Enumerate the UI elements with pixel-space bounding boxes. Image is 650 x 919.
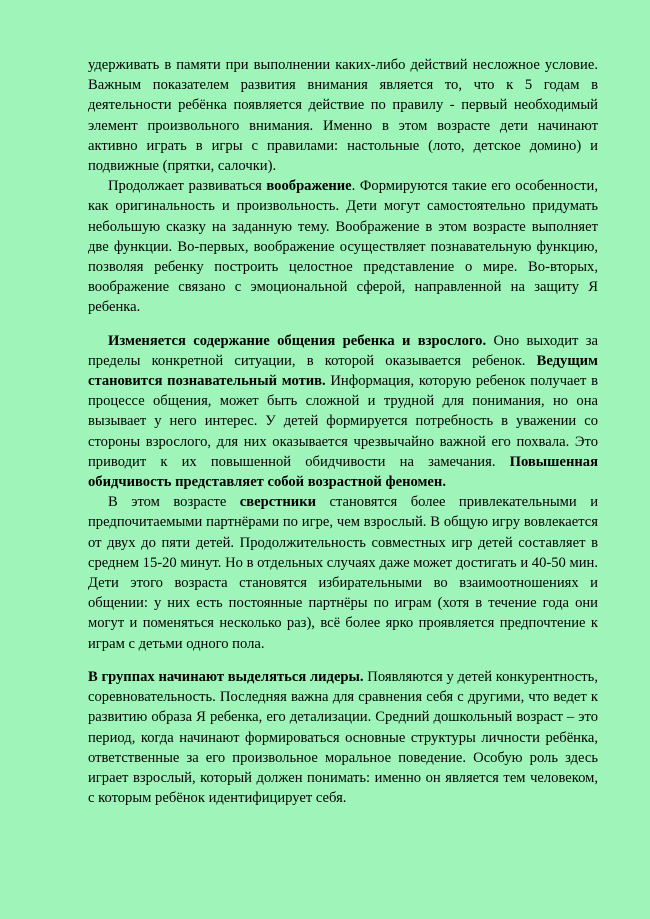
emphasis-text: В группах начинают выделяться лидеры.: [88, 668, 364, 685]
emphasis-text: воображение: [266, 178, 352, 195]
body-text: Информация, которую ребенок получает в процессе общения, может быть сложной и трудной для понимания, но она вызывает у него интерес. У детей формируется потребность в уважении со стороны взрослого, для них оказывается чрезвычайно важной его похвала. Это приводит к их повышенной обидчивости на замечания.: [88, 373, 598, 470]
emphasis-text: Изменяется содержание общения ребенка и взрослого.: [108, 332, 487, 349]
body-text: становятся более привлекательными и предпочитаемыми партнёрами по игре, чем взрослый. В общую игру вовлекается от двух до пяти детей. Продолжительность совместных игр детей составляет в среднем 15-20 минут. Но в отдельных случаях даже может достигать и 40-50 мин. Дети этого возраста становятся избирательными во взаимоотношениях и общении: у них есть постоянные партнёры по играм (хотя в течение года они могут и поменяться несколько раз), всё более ярко проявляется предпочтение к играм с детьми одного пола.: [88, 494, 598, 652]
body-text: удерживать в памяти при выполнении каких-либо действий несложное условие. Важным показателем развития внимания является то, что к 5 годам в деятельности ребёнка появляется действие по правилу - первый необходимый элемент произвольного внимания. Именно в этом возрасте дети начинают активно играть в игры с правилами: настольные (лото, детское домино) и подвижные (прятки, салочки).: [88, 57, 598, 175]
paragraph: [88, 55, 598, 176]
paragraph: [88, 667, 598, 808]
body-text: . Формируются такие его особенности, как оригинальность и произвольность. Дети могут самостоятельно придумать небольшую сказку на заданную тему. Воображение в этом возрасте выполняет две функции. Во-первых, воображение осуществляет познавательную функцию, позволяя ребенку построить целостное представление о мире. Во-вторых, воображение связано с эмоциональной сферой, направленной на защиту Я ребенка.: [88, 178, 599, 316]
body-text: В этом возрасте: [108, 494, 240, 511]
body-text: Оно выходит за пределы конкретной ситуации, в которой оказывается ребенок.: [88, 332, 598, 369]
emphasis-text: Повышенная обидчивость представляет собой возрастной феномен.: [88, 453, 598, 491]
body-text: Появляются у детей конкурентность, соревновательность. Последняя важна для сравнения себя с другими, что ведет к развитию образа Я ребенка, его детализации. Средний дошкольный возраст – это период, когда начинают формироваться основные структуры личности ребёнка, ответственные за его произвольное моральное поведение. Особую роль здесь играет взрослый, который должен понимать: именно он является тем человеком, с которым ребёнок идентифицирует себя.: [88, 668, 598, 807]
body-text: Продолжает развиваться: [108, 178, 267, 195]
paragraph: [88, 492, 598, 654]
paragraph: [88, 331, 598, 493]
emphasis-text: сверстники: [239, 494, 317, 511]
emphasis-text: Ведущим становится познавательный мотив.: [88, 352, 598, 390]
paragraph: [88, 176, 598, 317]
document-body: [88, 55, 598, 808]
